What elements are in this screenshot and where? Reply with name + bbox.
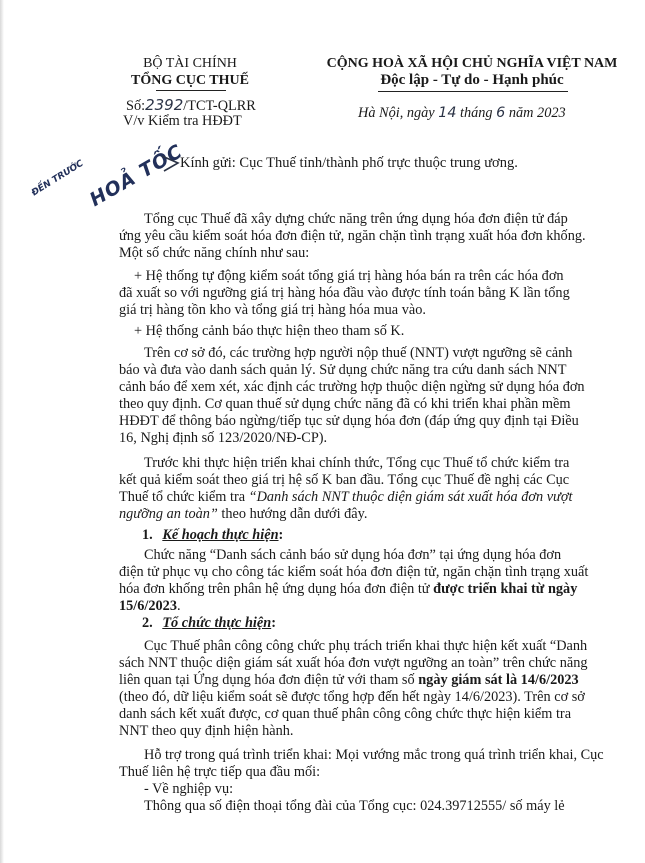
department-name: TỔNG CỤC THUẾ [131,73,249,88]
document-subject: V/v Kiểm tra HĐĐT [123,113,242,129]
intro-line-2: ứng yêu cầu kiểm soát hóa đơn điện tử, ngăn chặn tình trạng xuất hóa đơn khống. [119,228,586,244]
intro-line-1: Tổng cục Thuế đã xây dựng chức năng trên ứng dụng hóa đơn điện tử đáp [144,211,568,227]
section-1-line-3-text: hóa đơn khống trên phân hệ ứng dụng hóa đơn điện tử [119,581,434,597]
date-month-label: tháng [460,105,493,121]
doc-number-suffix: /TCT-QLRR [183,98,256,114]
para-4-line-1: Trước khi thực hiện triển khai chính thức, Tổng cục Thuế tổ chức kiểm tra [144,455,570,471]
support-line-2: Thuế liên hệ trực tiếp qua đầu mối: [119,764,321,780]
section-2-line-5: danh sách kết xuất được, cơ quan thuế phân công công chức thực hiện kiểm tra [119,706,572,722]
bullet-1-line-2: đã xuất so với ngưỡng giá trị hàng hóa đầu vào được tính toán bằng K lần tổng [119,285,570,301]
para-4-line-3-text: Thuế tổ chức kiểm tra [119,489,249,505]
section-2-line-3-text: liên quan tại Ứng dụng hóa đơn điện tử với tham số [119,672,419,688]
ministry-name: BỘ TÀI CHÍNH [143,56,237,71]
para-4-line-4-text: theo hướng dẫn dưới đây. [217,506,368,522]
para-3-line-4: theo quy định. Cơ quan thuế sử dụng chức năng đã có khi triển khai phần mềm [119,396,571,412]
para-3-line-6: 16, Nghị định số 123/2020/NĐ-CP). [119,430,328,446]
section-1-number: 1. [142,527,153,543]
section-2-number: 2. [142,615,153,631]
date-month-handwritten: 6 [496,105,506,121]
intro-line-3: Một số chức năng chính như sau: [119,245,310,261]
stamp-arrow-mark [160,152,182,174]
date-prefix: Hà Nội, ngày [358,105,435,121]
national-motto: Độc lập - Tự do - Hạnh phúc [380,72,564,88]
support-item: - Về nghiệp vụ: [144,781,234,797]
motto-underline [378,91,568,92]
para-4-line-3-italic: “Danh sách NNT thuộc diện giám sát xuất hóa đơn vượt [248,489,573,505]
section-2-heading [142,614,276,633]
bullet-1-line-3: giá trị hàng tồn kho và tổng giá trị hàng hóa mua vào. [119,302,426,318]
para-3-line-1: Trên cơ sở đó, các trường hợp người nộp thuế (NNT) vượt ngưỡng sẽ cảnh [144,345,573,361]
bullet-2: + Hệ thống cảnh báo thực hiện theo tham số K. [134,323,405,339]
document-date [358,104,566,123]
bullet-1-line-1: + Hệ thống tự động kiểm soát tổng giá trị hàng hóa bán ra trên các hóa đơn [134,268,564,284]
date-day-handwritten: 14 [438,105,457,121]
support-phone: Thông qua số điện thoại tổng đài của Tổng cục: 024.39712555/ số máy lẻ [144,798,565,814]
para-4-line-4 [119,505,367,524]
stamp-urgent-large: HOẢ TỐC [86,140,187,212]
para-4-line-2: kết quả kiểm soát theo giá trị hệ số K ban đầu. Tổng cục Thuế đề nghị các Cục [119,472,570,488]
section-2-monitor-date: ngày giám sát là 14/6/2023 [418,672,579,688]
section-2-colon: : [271,615,276,631]
section-2-line-2: sách NNT thuộc diện giám sát xuất hóa đơn vượt ngưỡng an toàn” trên chức năng [119,655,588,671]
date-year: năm 2023 [508,105,566,121]
section-2-line-1: Cục Thuế phân công công chức phụ trách triển khai thực hiện kết xuất “Danh [144,638,588,654]
country-name: CỘNG HOÀ XÃ HỘI CHỦ NGHĨA VIỆT NAM [326,56,618,71]
section-1-period: . [176,598,181,614]
support-line-1: Hỗ trợ trong quá trình triển khai: Mọi vướng mắc trong quá trình triển khai, Cục [144,747,604,763]
section-1-launch-date: 15/6/2023 [119,598,177,614]
doc-number-label: Số: [126,98,146,114]
section-1-colon: : [278,527,284,543]
para-3-line-2: báo và đưa vào danh sách quản lý. Sử dụng chức năng tra cứu danh sách NNT [119,362,567,378]
para-3-line-5: HĐĐT để thông báo ngừng/tiếp tục sử dụng hóa đơn (đáp ứng quy định tại Điều [119,413,579,429]
section-1-line-2: điện tử phục vụ cho công tác kiểm soát hóa đơn điện tử, ngăn chặn tình trạng xuất [119,564,589,580]
stamp-urgent-small: ĐẾN TRƯỚC [30,158,86,199]
section-2-title: Tổ chức thực hiện [162,615,272,631]
section-1-line-3 [119,580,577,599]
section-1-line-1: Chức năng “Danh sách cảnh báo sử dụng hóa đơn” tại ứng dụng hóa đơn [144,547,562,563]
section-2-line-6: NNT theo quy định hiện hành. [119,723,294,739]
section-1-heading [142,526,283,545]
scan-edge-shadow [0,0,4,863]
doc-number-handwritten: 2392 [145,96,184,114]
para-4-line-4-italic: ngưỡng an toàn” [119,506,218,522]
section-1-line-3-bold: được triển khai từ ngày [433,581,578,597]
para-3-line-3: cảnh báo để xem xét, xác định các trường hợp thuộc diện ngừng sử dụng hóa đơn [119,379,585,395]
department-underline [156,90,226,91]
recipient-line: Kính gửi: Cục Thuế tỉnh/thành phố trực thuộc trung ương. [180,155,518,171]
section-2-line-4: (theo đó, dữ liệu kiểm soát sẽ được tổng hợp đến hết ngày 14/6/2023). Trên cơ sở [119,689,585,705]
section-1-title: Kế hoạch thực hiện [162,527,279,543]
